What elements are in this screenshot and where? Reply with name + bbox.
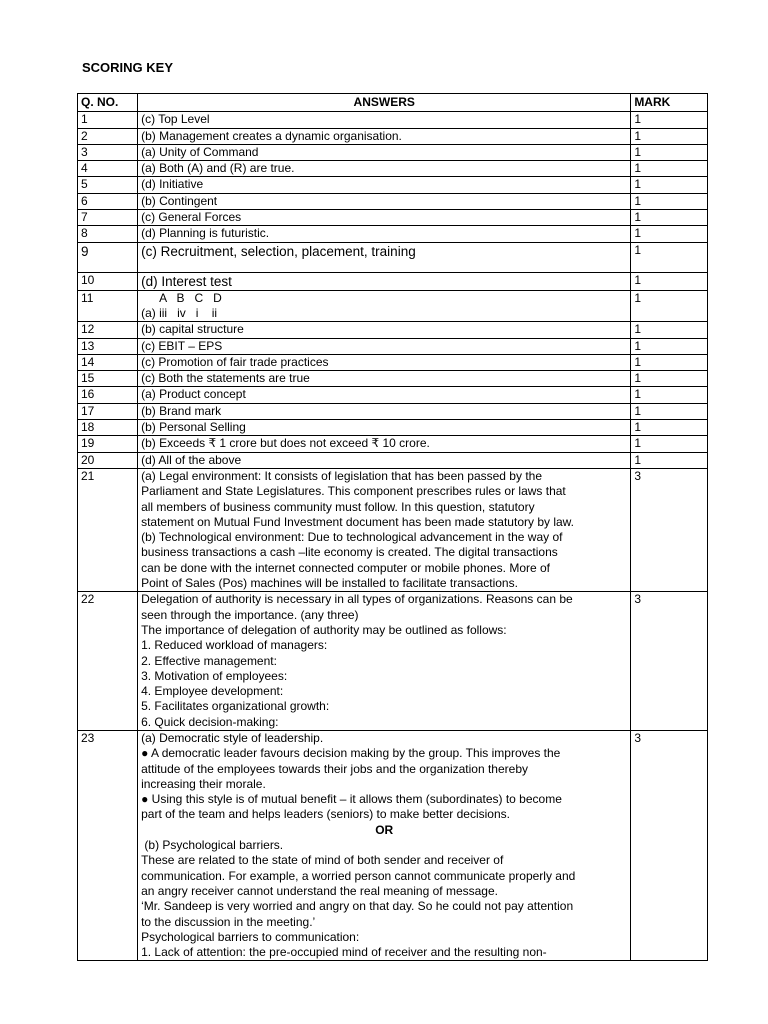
- mark-cell: 1: [631, 354, 708, 370]
- qno-cell: 5: [78, 177, 138, 193]
- answer-line: 1. Reduced workload of managers:: [141, 638, 328, 653]
- table-row: [78, 403, 708, 419]
- table-row: [78, 354, 708, 370]
- table-row: [78, 226, 708, 242]
- answer-line: (a) Legal environment: It consists of legislation that has been passed by the: [141, 468, 542, 483]
- answer-cell: (c) General Forces: [138, 210, 631, 226]
- mark-cell: 1: [631, 128, 708, 144]
- qno-cell: 11: [78, 290, 138, 322]
- qno-cell: 14: [78, 354, 138, 370]
- answer-cell: (c) EBIT – EPS: [138, 338, 631, 354]
- answer-line: communication. For example, a worried person cannot communicate properly and: [141, 868, 576, 883]
- answer-line: business transactions a cash –lite economy is created. The digital transactions: [141, 545, 558, 560]
- qno-cell: 7: [78, 210, 138, 226]
- mark-cell: 1: [631, 371, 708, 387]
- mark-cell: 1: [631, 322, 708, 338]
- answer-line: 5. Facilitates organizational growth:: [141, 699, 330, 714]
- answer-cell: [138, 290, 631, 322]
- table-row: [78, 144, 708, 160]
- header-mark: MARK: [631, 94, 708, 112]
- answer-line: statement on Mutual Fund Investment document has been made statutory by law.: [141, 514, 575, 529]
- mark-cell: 1: [631, 193, 708, 209]
- answer-cell: (c) Promotion of fair trade practices: [138, 354, 631, 370]
- answer-line: 3. Motivation of employees:: [141, 668, 288, 683]
- table-row: [78, 371, 708, 387]
- mark-cell: 1: [631, 144, 708, 160]
- table-row: [78, 420, 708, 436]
- qno-cell: 2: [78, 128, 138, 144]
- answer-cell: (c) Recruitment, selection, placement, training: [138, 242, 631, 272]
- answer-cell: (b) Exceeds ₹ 1 crore but does not exceed ₹ 10 crore.: [138, 436, 631, 452]
- answer-cell: (d) Planning is futuristic.: [138, 226, 631, 242]
- mark-cell: 1: [631, 338, 708, 354]
- table-row: [78, 592, 708, 731]
- qno-cell: 1: [78, 112, 138, 128]
- table-row: [78, 193, 708, 209]
- answer-line: 4. Employee development:: [141, 684, 284, 699]
- answer-line: ● Using this style is of mutual benefit – it allows them (subordinates) to become: [141, 792, 562, 807]
- table-row: [78, 210, 708, 226]
- header-qno: Q. NO.: [78, 94, 138, 112]
- table-row: [78, 730, 708, 960]
- qno-cell: 6: [78, 193, 138, 209]
- answer-line: Psychological barriers to communication:: [141, 929, 360, 944]
- qno-cell: 15: [78, 371, 138, 387]
- answer-line: an angry receiver cannot understand the real meaning of message.: [141, 883, 498, 898]
- answer-line: ● A democratic leader favours decision making by the group. This improves the: [141, 746, 561, 761]
- qno-cell: 4: [78, 161, 138, 177]
- answer-cell: (b) Personal Selling: [138, 420, 631, 436]
- mark-cell: 1: [631, 420, 708, 436]
- table-row: [78, 177, 708, 193]
- mark-cell: 1: [631, 112, 708, 128]
- answer-line: seen through the importance. (any three): [141, 607, 359, 622]
- answer-line: 1. Lack of attention: the pre-occupied mind of receiver and the resulting non-: [141, 945, 547, 960]
- answer-cell: [138, 730, 631, 960]
- answer-line: attitude of the employees towards their jobs and the organization thereby: [141, 761, 528, 776]
- answer-line: increasing their morale.: [141, 776, 266, 791]
- qno-cell: 3: [78, 144, 138, 160]
- mark-cell: 3: [631, 468, 708, 591]
- mark-cell: 1: [631, 452, 708, 468]
- answer-line: (b) Psychological barriers.: [141, 838, 284, 853]
- table-row: [78, 128, 708, 144]
- mark-cell: 1: [631, 403, 708, 419]
- qno-cell: 16: [78, 387, 138, 403]
- answer-line: Parliament and State Legislatures. This component prescribes rules or laws that: [141, 484, 566, 499]
- answer-cell: (a) Product concept: [138, 387, 631, 403]
- table-row: [78, 468, 708, 591]
- answer-line: ‘Mr. Sandeep is very worried and angry on that day. So he could not pay attention: [141, 899, 574, 914]
- table-row: [78, 338, 708, 354]
- table-row: [78, 272, 708, 290]
- table-row: [78, 387, 708, 403]
- answer-cell: (b) capital structure: [138, 322, 631, 338]
- mark-cell: 1: [631, 161, 708, 177]
- table-row: [78, 322, 708, 338]
- mark-cell: 1: [631, 290, 708, 322]
- answer-cell: (d) Initiative: [138, 177, 631, 193]
- mark-cell: 1: [631, 226, 708, 242]
- match-columns: A B C D: [159, 290, 222, 305]
- qno-cell: 20: [78, 452, 138, 468]
- answer-cell: [138, 592, 631, 731]
- answer-cell: (b) Brand mark: [138, 403, 631, 419]
- page-title: SCORING KEY: [82, 60, 174, 75]
- answer-cell: (b) Management creates a dynamic organisation.: [138, 128, 631, 144]
- answer-cell: (d) Interest test: [138, 272, 631, 290]
- answer-line: part of the team and helps leaders (seniors) to make better decisions.: [141, 807, 510, 822]
- qno-cell: 21: [78, 468, 138, 591]
- table-row: [78, 436, 708, 452]
- answer-line: (a) Democratic style of leadership.: [141, 730, 324, 745]
- mark-cell: 1: [631, 436, 708, 452]
- table-row: [78, 242, 708, 272]
- mark-cell: 1: [631, 242, 708, 272]
- answer-cell: [138, 468, 631, 591]
- answer-cell: (d) All of the above: [138, 452, 631, 468]
- answer-line: Point of Sales (Pos) machines will be installed to facilitate transactions.: [141, 576, 518, 591]
- answer-line: all members of business community must follow. In this question, statutory: [141, 499, 535, 514]
- answer-cell: (a) Unity of Command: [138, 144, 631, 160]
- answer-line: 6. Quick decision-making:: [141, 714, 279, 729]
- qno-cell: 9: [78, 242, 138, 272]
- table-row: [78, 161, 708, 177]
- mark-cell: 1: [631, 272, 708, 290]
- table-header-row: [78, 94, 708, 112]
- answer-line: Delegation of authority is necessary in all types of organizations. Reasons can be: [141, 592, 573, 607]
- qno-cell: 17: [78, 403, 138, 419]
- header-answers: ANSWERS: [138, 94, 631, 112]
- mark-cell: 1: [631, 177, 708, 193]
- table-row: [78, 452, 708, 468]
- qno-cell: 12: [78, 322, 138, 338]
- mark-cell: 3: [631, 592, 708, 731]
- answer-line: (b) Technological environment: Due to technological advancement in the way of: [141, 530, 563, 545]
- answer-line: can be done with the internet connected computer or mobile phones. More of: [141, 560, 551, 575]
- mark-cell: 1: [631, 387, 708, 403]
- answer-cell: (b) Contingent: [138, 193, 631, 209]
- qno-cell: 13: [78, 338, 138, 354]
- qno-cell: 23: [78, 730, 138, 960]
- mark-cell: 3: [631, 730, 708, 960]
- answer-line: 2. Effective management:: [141, 653, 277, 668]
- table-row: [78, 290, 708, 322]
- qno-cell: 8: [78, 226, 138, 242]
- answer-cell: (c) Top Level: [138, 112, 631, 128]
- qno-cell: 22: [78, 592, 138, 731]
- scoring-key-table: [77, 93, 708, 961]
- table-row: [78, 112, 708, 128]
- match-answer: (a) iii iv i ii: [141, 305, 218, 320]
- answer-cell: (a) Both (A) and (R) are true.: [138, 161, 631, 177]
- mark-cell: 1: [631, 210, 708, 226]
- qno-cell: 19: [78, 436, 138, 452]
- answer-line: These are related to the state of mind of both sender and receiver of: [141, 853, 504, 868]
- qno-cell: 18: [78, 420, 138, 436]
- or-separator: OR: [375, 822, 394, 837]
- answer-line: to the discussion in the meeting.’: [141, 914, 316, 929]
- answer-cell: (c) Both the statements are true: [138, 371, 631, 387]
- answer-line: The importance of delegation of authority may be outlined as follows:: [141, 622, 507, 637]
- qno-cell: 10: [78, 272, 138, 290]
